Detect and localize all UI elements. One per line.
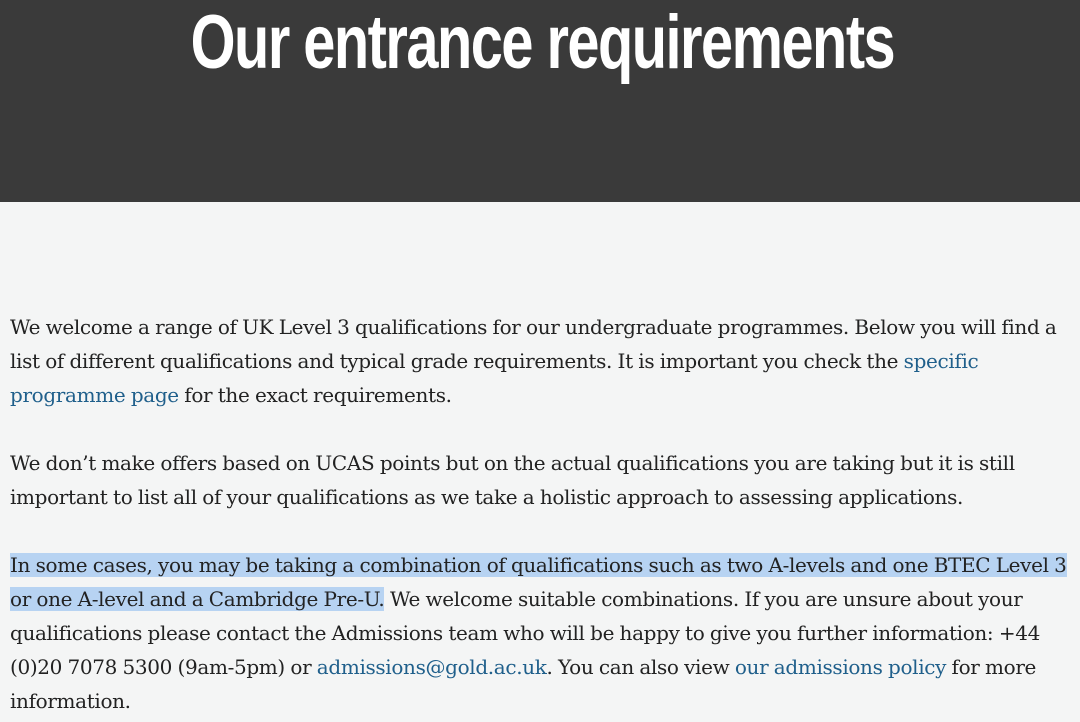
intro-text-end: for the exact requirements. <box>178 383 452 407</box>
admissions-email-link[interactable]: admissions@gold.ac.uk <box>316 655 547 679</box>
combinations-paragraph <box>10 548 1072 718</box>
page-title: Our entrance requirements <box>190 0 895 85</box>
intro-text: We welcome a range of UK Level 3 qualifications for our undergraduate programmes. Below you will find a list of different qualifications and typical grade requirements. It is important you check the <box>10 315 1057 373</box>
combinations-text: We welcome suitable combinations. If you are unsure about your qualifications please contact the Admissions team who will be happy to give you further information: +44 (0)20 7078 5300 (9am-5pm) or <box>10 587 1040 679</box>
combinations-text-2: . You can also view <box>546 655 735 679</box>
hero-banner <box>0 0 1080 202</box>
specific-programme-page-link[interactable]: specific programme page <box>10 349 979 407</box>
admissions-policy-link[interactable]: our admissions policy <box>734 655 947 679</box>
intro-paragraph <box>10 310 1072 412</box>
ucas-paragraph: We don’t make offers based on UCAS points but on the actual qualifications you are taking but it is still important to list all of your qualifications as we take a holistic approach to assessing applications. <box>10 451 1015 509</box>
main-content <box>10 310 1072 718</box>
combinations-text-end: for more information. <box>10 655 1037 713</box>
selected-text: In some cases, you may be taking a combination of qualifications such as two A-levels and one BTEC Level 3 or one A-level and a Cambridge Pre-U. <box>10 553 1067 611</box>
